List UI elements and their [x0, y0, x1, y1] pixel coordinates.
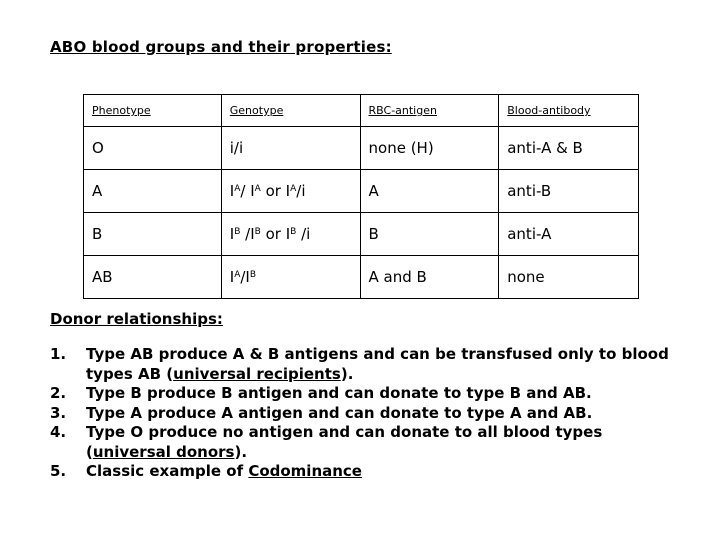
antibody-cell: anti-A — [499, 213, 639, 256]
list-item: 3. Type A produce A antigen and can donate to type A and AB. — [50, 403, 593, 422]
genotype-cell: i/i — [221, 127, 360, 170]
antigen-cell: A — [360, 170, 499, 213]
phenotype-cell: A — [84, 170, 222, 213]
list-item: 1. Type AB produce A & B antigens and can be transfused only to blood types AB (universal recipients). — [50, 345, 669, 383]
table-row — [84, 213, 639, 256]
antibody-cell: none — [499, 256, 639, 299]
universal-donors-term: universal donors — [92, 442, 235, 461]
phenotype-cell: O — [84, 127, 222, 170]
codominance-term: Codominance — [248, 462, 362, 480]
list-item: 5. Classic example of Codominance — [50, 462, 362, 480]
universal-recipients-term: universal recipients — [173, 364, 341, 383]
antigen-cell: B — [360, 213, 499, 256]
table-row — [84, 170, 639, 213]
header-blood-antibody: Blood-antibody — [499, 95, 639, 127]
list-item: 2. Type B produce B antigen and can donate to type B and AB. — [50, 384, 592, 402]
antigen-cell: A and B — [360, 256, 499, 299]
phenotype-cell: AB — [84, 256, 222, 299]
abo-table — [83, 94, 639, 299]
table-row — [84, 256, 639, 299]
donor-list — [50, 345, 690, 482]
genotype-cell: $I^B$ $/I^B$ or $I^B$ /i — [221, 213, 360, 256]
antibody-cell: anti-A & B — [499, 127, 639, 170]
page-title: ABO blood groups and their properties: — [50, 38, 392, 56]
antigen-cell: none (H) — [360, 127, 499, 170]
phenotype-cell: B — [84, 213, 222, 256]
header-rbc-antigen: RBC-antigen — [360, 95, 499, 127]
genotype-cell: $I^A/$ $I^A$ or $I^A/i$ — [221, 170, 360, 213]
antibody-cell: anti-B — [499, 170, 639, 213]
table-row — [84, 127, 639, 170]
header-phenotype: Phenotype — [84, 95, 222, 127]
genotype-cell: $I^A/I^B$ — [221, 256, 360, 299]
list-item: 4. Type O produce no antigen and can donate to all blood types (universal donors). — [50, 423, 603, 461]
donor-relationships-title: Donor relationships: — [50, 310, 223, 328]
table-header-row — [84, 95, 639, 127]
header-genotype: Genotype — [221, 95, 360, 127]
